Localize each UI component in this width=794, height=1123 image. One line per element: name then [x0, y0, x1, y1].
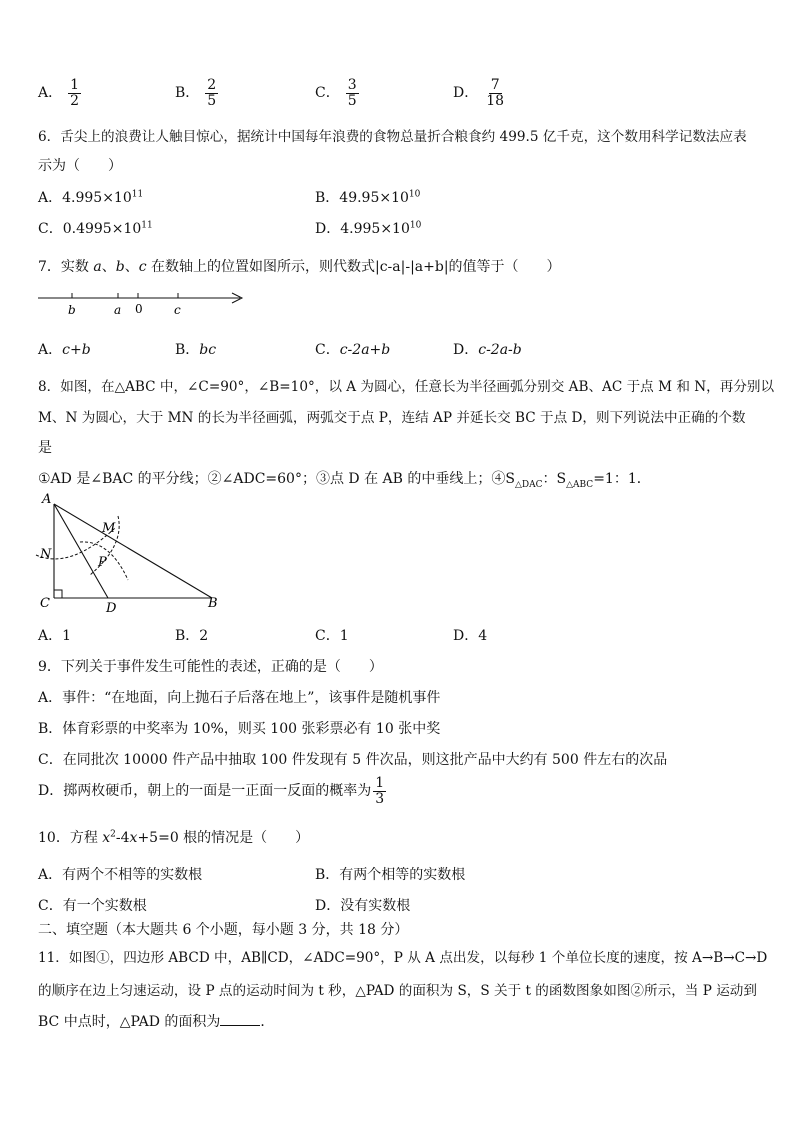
q7-stem: 7．实数 a、b、c 在数轴上的位置如图所示，则代数式|c-a|-|a+b|的值等于（ ） [38, 259, 561, 275]
q9-option-d: D．掷两枚硬币，朝上的一面是一正面一反面的概率为 $\frac{1}{3}$ [38, 775, 385, 807]
label-b: b [68, 303, 76, 317]
label-a: a [114, 303, 122, 317]
label-d: D [106, 601, 117, 615]
q9-option-a: A．事件：“在地面，向上抛石子后落在地上”，该事件是随机事件 [38, 690, 441, 706]
label-a: A [42, 492, 52, 507]
q9-option-b: B．体育彩票的中奖率为 10%，则买 100 张彩票必有 10 张中奖 [38, 721, 441, 737]
label-m: M [102, 521, 116, 536]
segment-ad [54, 504, 108, 598]
q6-stem-line1: 6．舌尖上的浪费让人触目惊心，据统计中国每年浪费的食物总量折合粮食约 499.5 亿千克，这个数用科学记数法应表 [38, 129, 747, 145]
q5-option-a: A． $\frac{1}{2}$ [38, 77, 80, 109]
label-p: P [98, 555, 107, 570]
q5-option-b: B． $\frac{2}{5}$ [175, 77, 217, 109]
q10-stem: 10．方程 $x^2-4x+5=0$ 根的情况是（ ） [38, 829, 310, 846]
fraction: $\frac{7}{18}$ [486, 77, 505, 109]
answer-blank[interactable] [220, 1013, 260, 1026]
q9-stem: 9．下列关于事件发生可能性的表述，正确的是（ ） [38, 659, 383, 675]
q6-option-b: B．$49.95\times 10^{10}$ [315, 189, 421, 206]
q8-stem-line1: 8．如图，在△ABC 中，∠C=90°，∠B=10°，以 A 为圆心，任意长为半径画弧分别交 AB、AC 于点 M 和 N，再分别以 [38, 379, 775, 395]
q6-option-a: A．$4.995\times 10^{11}$ [38, 189, 144, 206]
number-line-figure [30, 285, 250, 325]
q8-option-a: A．1 [38, 628, 72, 644]
label-b: B [208, 596, 218, 611]
q5-option-c: C． $\frac{3}{5}$ [315, 77, 357, 109]
label-n: N [40, 547, 52, 562]
q10-option-d: D．没有实数根 [315, 898, 411, 914]
fraction: $\frac{3}{5}$ [347, 77, 357, 109]
q10-option-c: C．有一个实数根 [38, 898, 147, 914]
q7-option-a: A．c+b [38, 342, 91, 358]
q10-option-b: B．有两个相等的实数根 [315, 867, 466, 883]
q7-option-c: C．c-2a+b [315, 342, 391, 358]
label-zero: 0 [135, 302, 143, 316]
fraction: $\frac{1}{3}$ [375, 775, 385, 807]
fraction: $\frac{2}{5}$ [207, 77, 217, 109]
q6-option-d: D．$4.995\times 10^{10}$ [315, 220, 422, 237]
q5-option-d: D． $\frac{7}{18}$ [453, 77, 505, 109]
q8-option-d: D．4 [453, 628, 488, 644]
q8-stem-line3: 是 [38, 440, 52, 456]
q7-option-d: D．c-2a-b [453, 342, 522, 358]
q6-option-c: C．$0.4995\times 10^{11}$ [38, 220, 153, 237]
label-c: c [174, 303, 181, 317]
fraction: $\frac{1}{2}$ [70, 77, 80, 109]
q8-option-b: B．2 [175, 628, 209, 644]
q11-stem-line3: BC 中点时，△PAD 的面积为 ． [38, 1014, 275, 1030]
triangle-figure [30, 490, 230, 615]
q6-stem-line2: 示为（ ） [38, 158, 122, 174]
q10-option-a: A．有两个不相等的实数根 [38, 867, 203, 883]
q8-statements: ①AD 是∠BAC 的平分线；②∠ADC=60°；③点 D 在 AB 的中垂线上；$④S_{\triangle DAC}$：$S_{\triangle ABC}=1$：1． [38, 471, 651, 490]
q11-stem-line1: 11．如图①，四边形 ABCD 中，AB∥CD，∠ADC=90°，P 从 A 点出发，以每秒 1 个单位长度的速度，按 A→B→C→D [38, 950, 768, 966]
label-c: C [40, 596, 50, 611]
q7-option-b: B．bc [175, 342, 217, 358]
q8-option-c: C．1 [315, 628, 349, 644]
q9-option-c: C．在同批次 10000 件产品中抽取 100 件发现有 5 件次品，则这批产品中大约有 500 件左右的次品 [38, 752, 668, 768]
section-heading: 二、填空题（本大题共 6 个小题，每小题 3 分，共 18 分） [38, 922, 409, 938]
side-ab [54, 504, 212, 598]
q8-stem-line2: M、N 为圆心，大于 MN 的长为半径画弧，两弧交于点 P，连结 AP 并延长交 BC 于点 D，则下列说法中正确的个数 [38, 410, 746, 426]
right-angle-mark [54, 590, 62, 598]
q11-stem-line2: 的顺序在边上匀速运动，设 P 点的运动时间为 t 秒，△PAD 的面积为 S，S 关于 t 的函数图象如图②所示，当 P 运动到 [38, 983, 757, 999]
